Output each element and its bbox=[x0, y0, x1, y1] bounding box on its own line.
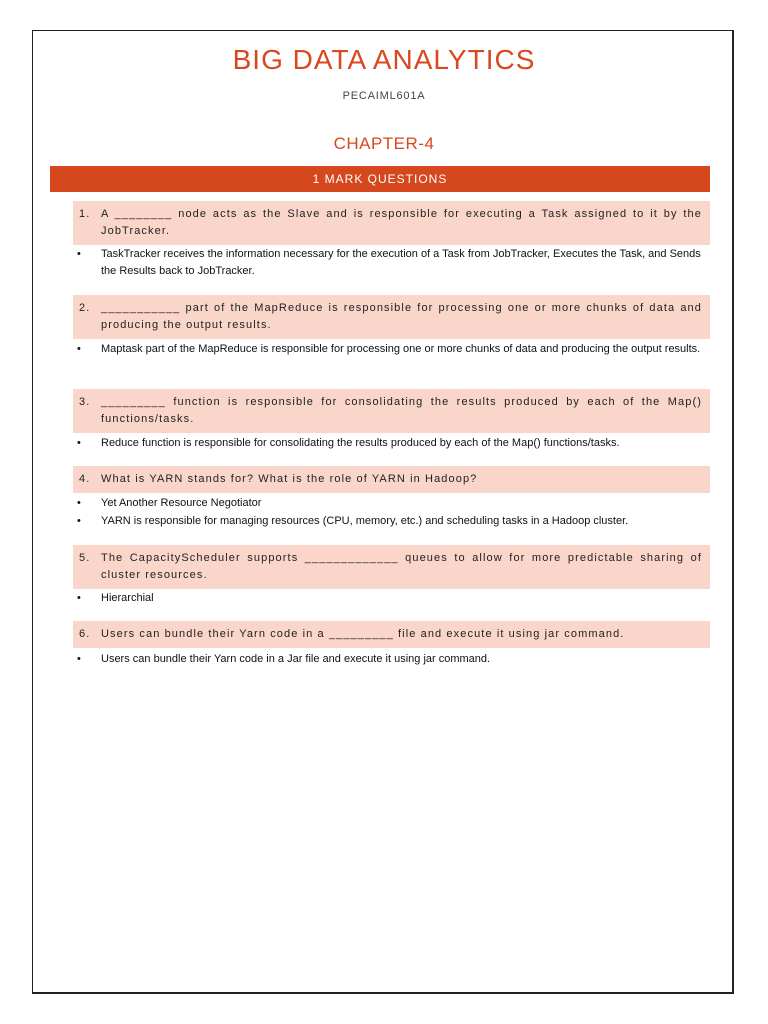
question-4 bbox=[73, 466, 710, 493]
chapter-heading: CHAPTER-4 bbox=[333, 134, 435, 153]
question-text: What is YARN stands for? What is the role of YARN in Hadoop? bbox=[101, 473, 478, 485]
answer-text: YARN is responsible for managing resources (CPU, memory, etc.) and scheduling tasks in a Hadoop cluster. bbox=[101, 515, 629, 527]
answer-text: Reduce function is responsible for consolidating the results produced by each of the Map() functions/tasks. bbox=[101, 437, 620, 449]
course-code: PECAIML601A bbox=[342, 90, 426, 102]
answer-text: Maptask part of the MapReduce is responsible for processing one or more chunks of data and producing the output results. bbox=[101, 343, 701, 355]
answer-text: TaskTracker receives the information necessary for the execution of a Task from JobTracker, Executes the Task, and Sends the Results back to JobTracker. bbox=[101, 248, 701, 277]
bullet-icon: • bbox=[77, 343, 81, 355]
answer-text: Hierarchial bbox=[101, 592, 154, 604]
bullet-icon: • bbox=[77, 515, 81, 527]
bullet-icon: • bbox=[77, 437, 81, 449]
answer-1-1 bbox=[77, 246, 709, 280]
answer-3-1 bbox=[77, 435, 709, 452]
question-number: 6. bbox=[79, 628, 91, 640]
bullet-icon: • bbox=[77, 653, 81, 665]
question-text: A ________ node acts as the Slave and is responsible for executing a Task assigned to it by the JobTracker. bbox=[101, 208, 702, 237]
answer-text: Users can bundle their Yarn code in a Jar file and execute it using jar command. bbox=[101, 653, 491, 665]
question-5 bbox=[73, 545, 710, 589]
question-number: 4. bbox=[79, 473, 91, 485]
question-3 bbox=[73, 389, 710, 433]
section-header-bar: 1 MARK QUESTIONS bbox=[50, 166, 710, 192]
question-1 bbox=[73, 201, 710, 245]
question-number: 5. bbox=[79, 552, 91, 564]
question-text: ___________ part of the MapReduce is responsible for processing one or more chunks of data and producing the output results. bbox=[101, 302, 702, 331]
answer-text: Yet Another Resource Negotiator bbox=[101, 497, 262, 509]
bullet-icon: • bbox=[77, 248, 81, 260]
answer-5-1 bbox=[77, 590, 709, 607]
question-number: 3. bbox=[79, 396, 91, 408]
question-text: Users can bundle their Yarn code in a _________ file and execute it using jar command. bbox=[101, 628, 625, 640]
question-6 bbox=[73, 621, 710, 648]
answer-4-1 bbox=[77, 495, 709, 512]
question-number: 2. bbox=[79, 302, 91, 314]
question-number: 1. bbox=[79, 208, 91, 220]
question-text: The CapacityScheduler supports _____________ queues to allow for more predictable sharing of cluster resources. bbox=[101, 552, 702, 581]
question-text: _________ function is responsible for consolidating the results produced by each of the Map() functions/tasks. bbox=[101, 396, 702, 425]
answer-2-1 bbox=[77, 341, 709, 358]
answer-6-1 bbox=[77, 651, 709, 668]
bullet-icon: • bbox=[77, 497, 81, 509]
question-2 bbox=[73, 295, 710, 339]
bullet-icon: • bbox=[77, 592, 81, 604]
document-title: BIG DATA ANALYTICS bbox=[232, 44, 536, 75]
answer-4-2 bbox=[77, 513, 709, 530]
